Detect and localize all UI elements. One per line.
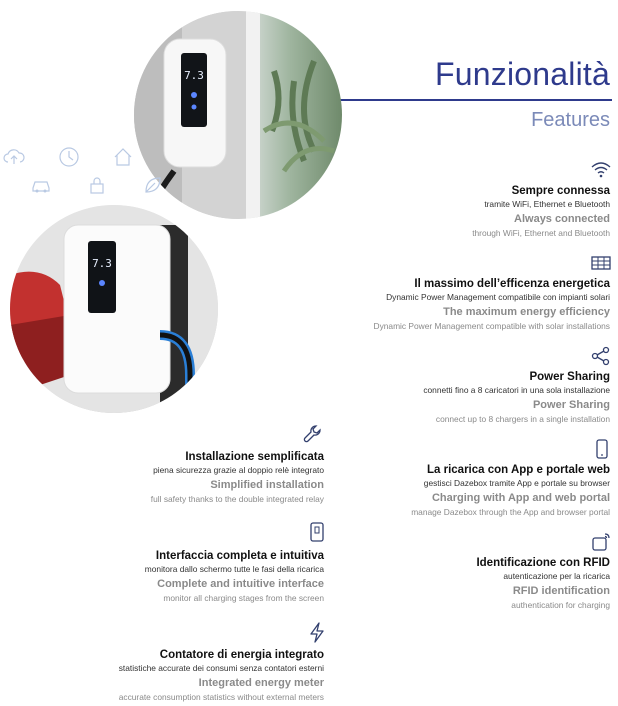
feature-desc-en: manage Dazebox through the App and browser portal: [411, 507, 610, 517]
feature-title-en: Integrated energy meter: [198, 677, 324, 689]
feature-desc-en: Dynamic Power Management compatible with solar installations: [373, 321, 610, 331]
feature-desc-it: connetti fino a 8 caricatori in una sola installazione: [423, 385, 610, 395]
charger-display-value-2: 7.3: [92, 257, 112, 270]
feature-title-it: Identificazione con RFID: [476, 557, 610, 569]
wrench-icon: [302, 423, 324, 445]
cloud-upload-icon: [3, 146, 25, 168]
charger-display-value: 7.3: [184, 69, 204, 82]
title-divider: [320, 99, 612, 101]
feature-title-en: Charging with App and web portal: [431, 492, 610, 504]
feature-title-it: Sempre connessa: [511, 185, 610, 197]
feature-rfid-identification: [476, 556, 610, 611]
feature-title-it: Contatore di energia integrato: [159, 649, 324, 661]
feature-desc-it: tramite WiFi, Ethernet e Bluetooth: [484, 199, 610, 209]
leaf-icon: [142, 174, 164, 196]
feature-title-en: Power Sharing: [532, 399, 610, 411]
feature-desc-en: authentication for charging: [511, 600, 610, 610]
feature-desc-it: autenticazione per la ricarica: [503, 571, 610, 581]
feature-energy-meter: [119, 648, 324, 703]
feature-title-it: Installazione semplificata: [185, 451, 324, 463]
feature-desc-en: accurate consumption statistics without external meters: [118, 692, 324, 702]
page-title-block: [435, 56, 610, 93]
feature-title-en: Always connected: [514, 213, 610, 225]
feature-desc-it: piena sicurezza grazie al doppio relè integrato: [153, 465, 324, 475]
charger-display-icon: [306, 521, 328, 543]
solar-panel-icon: [590, 252, 612, 274]
feature-desc-it: monitora dallo schermo tutte le fasi della ricarica: [144, 564, 324, 574]
feature-title-it: Interfaccia completa e intuitiva: [155, 550, 324, 562]
car-icon: [30, 174, 52, 196]
feature-desc-en: monitor all charging stages from the screen: [163, 593, 324, 603]
rfid-icon: [590, 531, 612, 553]
feature-desc-en: connect up to 8 chargers in a single installation: [435, 414, 610, 424]
page-subtitle: Features: [531, 109, 610, 131]
feature-desc-it: statistiche accurate dei consumi senza contatori esterni: [118, 663, 324, 673]
feature-title-it: Il massimo dell’efficenza energetica: [414, 278, 610, 290]
feature-power-sharing: [423, 370, 610, 425]
lightning-icon: [306, 621, 328, 643]
feature-app-web-portal: [411, 463, 610, 518]
feature-title-it: La ricarica con App e portale web: [427, 464, 610, 476]
home-icon: [112, 146, 134, 168]
feature-desc-it: Dynamic Power Management compatibile con impianti solari: [386, 292, 610, 302]
feature-title-en: RFID identification: [512, 585, 610, 597]
feature-title-en: Complete and intuitive interface: [157, 578, 324, 590]
feature-title-en: Simplified installation: [210, 479, 324, 491]
feature-intuitive-interface: [145, 549, 324, 604]
feature-desc-en: full safety thanks to the double integrated relay: [150, 494, 324, 504]
feature-title-en: The maximum energy efficiency: [443, 306, 610, 318]
lock-icon: [86, 174, 108, 196]
feature-desc-en: through WiFi, Ethernet and Bluetooth: [472, 228, 610, 238]
smartphone-icon: [591, 438, 613, 460]
wifi-icon: [590, 158, 612, 180]
feature-always-connected: [472, 184, 610, 239]
page-title: Funzionalità: [435, 56, 610, 92]
feature-title-it: Power Sharing: [529, 371, 610, 383]
clock-icon: [58, 146, 80, 168]
feature-desc-it: gestisci Dazebox tramite App e portale su browser: [423, 478, 610, 488]
charger-photo-wall: [134, 11, 342, 219]
feature-simplified-installation: [151, 450, 324, 505]
feature-energy-efficiency: [374, 277, 610, 332]
charger-photo-car: [10, 205, 218, 413]
share-icon: [590, 345, 612, 367]
